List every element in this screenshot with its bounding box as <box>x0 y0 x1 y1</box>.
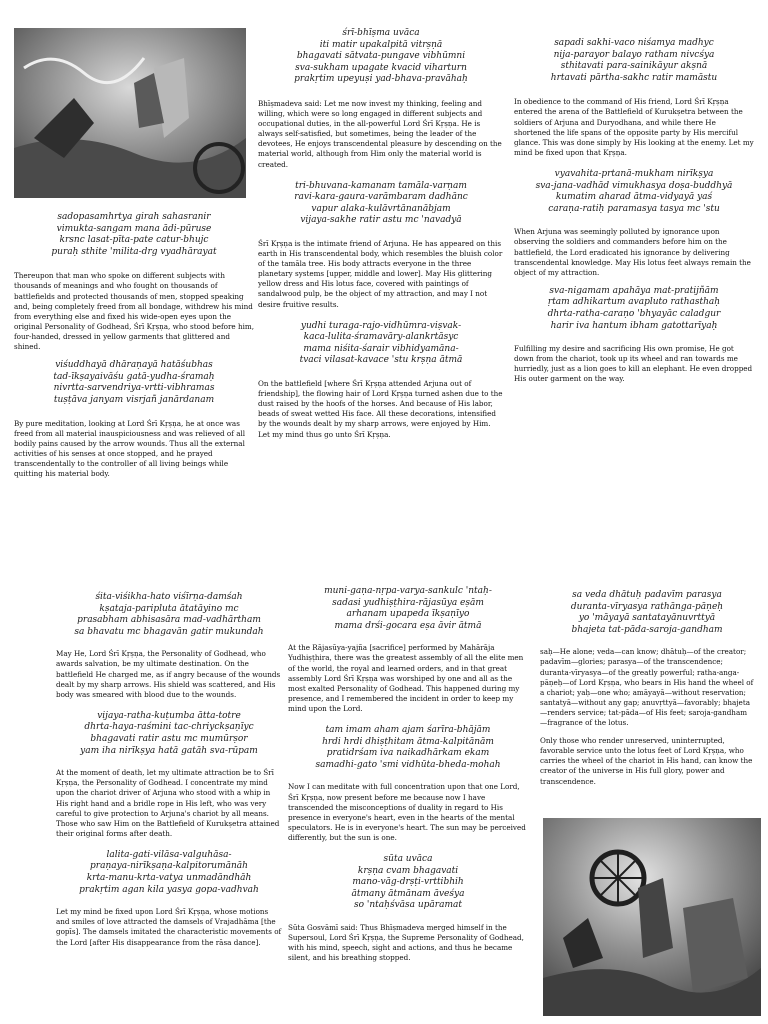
bottom-middle-column <box>288 586 528 963</box>
painting-chariot-battle <box>14 28 246 198</box>
verse-sva-nigamam: sva-nigamam apahāya mat-pratijñām ṛtam adhikartum avapluto rathasthaḥ dhrta-ratha-caraṇo 'bhyayāc caladgur harir iva hantum ibham gatottarīyaḥ <box>547 285 721 331</box>
top-right-column <box>514 38 754 385</box>
purport-battlefield: On the battlefield [where Śrī Kṛṣṇa attended Arjuna out of friendship], the flowing hair of Lord Kṛṣṇa turned ashen due to the dust raised by the hoofs of the horses. And because of His labor, beads of sweat wetted His face. All these decorations, intensified by the wounds dealt by my sharp arrows, were enjoyed by Him. Let my mind thus go unto Śrī Kṛṣṇa. <box>258 379 503 439</box>
chariot-wheel-painting-icon <box>543 818 761 1016</box>
verse-sita-visikha: śita-viśikha-hato viśīrṇa-damśah kṣataja-pariplutа ātatāyino mc prasabham abhisasāra mad-vadhārtham sa bhavatu mc bhagavān gatir mukundah <box>74 592 264 637</box>
painting-krishna-wheel <box>543 818 761 1016</box>
top-left-column <box>14 212 254 479</box>
verse-tam-imam: tam imam aham ajam śarīra-bhājām hrdi hrdi dhiṣṭhitam ātma-kalpitānām pratidrśam iva naikadhārkam ekam samadhi-gato 'smi vidhūta-bheda-mohah <box>315 725 501 770</box>
verse-tri-bhuvana: tri-bhuvana-kamanam tamāla-varṇam ravi-kara-gaura-varāmbaram dadhānc vapur alaka-kulāvrtānanābjam vijaya-sakhe ratir astu mc 'navadyā <box>294 180 468 226</box>
purport-moment-of-death: At the moment of death, let my ultimate attraction be to Śrī Kṛṣṇa, the Personality of Godhead. I concentrate my mind upon the chariot driver of Arjuna who stood with a whip in His right hand and a bridle rope in His left, who was very careful to give protection to Arjuna's chariot by all means. Those who saw Him on the Battlefield of Kurukṣetra attained their original forms after death. <box>56 768 280 838</box>
purport-when-arjuna: When Arjuna was seemingly polluted by ignorance upon observing the soldiers and commanders before him on the battlefield, the Lord eradicated his ignorance by delivering transcendental knowledge. May His lotus feet always remain the object of my attraction. <box>514 227 751 277</box>
verse-yudhi-turaga: yudhi turaga-rajo-vidhūmra-viṣvak- kaca-lulita-śramavāry-alankrtāsyc mama niśita-śarair vibhidyamāna- tvaci vilasat-kavace 'stu krṣṇa ātmā <box>299 320 463 366</box>
verse-lalita-gati: lalita-gati-vilāsa-valguhāsa- praṇaya-nirīkṣaṇa-kalpitorumānāh krta-manu-krta-vatya unmadāndhāh prakṛtim agan kila yasya gopa-vadhvah <box>79 849 259 895</box>
purport-in-obedience: In obedience to the command of His friend, Lord Śrī Kṛṣṇa entered the arena of the Battlefield of Kurukṣetra between the soldiers of Arjuna and Duryodhana, and while there He shortened the life spans of the opposite party by His merciful glance. This was done simply by His looking at the enemy. Let my mind be fixed upon that Kṛṣṇa. <box>514 97 754 157</box>
verse-vijaya-ratha: vijaya-ratha-kuṭumba ātta-totre dhrta-haya-raśmini tac-chriyckṣaṇīyc bhagavati ratir astu mc mumūrṣor yam iha nirīkṣya hatā gatāh sva-rūpam <box>80 710 258 756</box>
purport-suta-gosvami: Sūta Gosvāmī said: Thus Bhīṣmadeva merged himself in the Supersoul, Lord Śrī Kṛṣṇa, the Supreme Personality of Godhead, with his mind, speech, sight and actions, and thus he became silent, and his breathing stopped. <box>288 922 524 963</box>
purport-only-those: Only those who render unreserved, uninterrupted, favorable service unto the lotus feet of Lord Kṛṣṇa, who carries the wheel of the chariot in His hand, can know the creator of the universe in His full glory, power and transcendence. <box>540 736 753 786</box>
purport-let-my-mind: Let my mind be fixed upon Lord Śrī Kṛṣṇa, whose motions and smiles of love attracted the damsels of Vrajadhāma [the gopīs]. The damsels imitated the characteristic movements of the Lord [after His disappearance from the rāsa dance]. <box>56 907 282 947</box>
purport-pure-meditation: By pure meditation, looking at Lord Śrī Kṛṣṇa, he at once was freed from all material inauspiciousness and was relieved of all bodily pains caused by the arrow wounds. Thus all the external activities of his senses at once stopped, and he prayed transcendentally to the controller of all living beings while quitting his material body. <box>14 418 246 478</box>
verse-bhisma-uvaca: śrī-bhīṣma uvāca iti matir upakalpitā vitrṣṇā bhagavati sātvata-pungave vibhūmni sva-sukham upagate kvacid viharturn prakṛtim upeyuṣi yad-bhava-pravāhaḥ <box>294 28 468 85</box>
purport-bhismadeva-said: Bhīṣmadeva said: Let me now invest my thinking, feeling and willing, which were so long engaged in different subjects and occupational duties, in the all-powerful Lord Śrī Kṛṣṇa. He is always self-satisfied, but sometimes, being the leader of the devotees, He enjoys transcendental pleasure by descending on the material world, although from Him only the material world is created. <box>258 98 502 169</box>
purport-now-i-can: Now I can meditate with full concentration upon that one Lord, Śrī Kṛṣṇa, now present before me because now I have transcended the misconceptions of duality in regard to His presence in everyone's heart, even in the hearts of the mental speculators. He is in everyone's heart. The sun may be perceived differently, but the sun is one. <box>288 782 526 842</box>
purport-may-he: May He, Lord Śrī Kṛṣṇa, the Personality of Godhead, who awards salvation, be my ultimate destination. On the battlefield He charged me, as if angry because of the wounds dealt by my sharp arrows. His shield was scattered, and His body was smeared with blood due to the wounds. <box>56 649 281 699</box>
purport-thereupon: Thereupon that man who spoke on different subjects with thousands of meanings and who fought on thousands of battlefields and protected thousands of men, stopped speaking and, being completely freed from all bondage, withdrew his mind from everything else and fixed his wide-open eyes upon the original Personality of Godhead, Śrī Kṛṣṇa, who stood before him, four-handed, dressed in yellow garments that glittered and shined. <box>14 271 254 352</box>
verse-vyavahita: vyavahita-prtanā-mukham nirīkṣya sva-jana-vadhād vimukhasya doṣa-buddhyā kumatim aharad ātma-vidyayā yaś caraṇa-ratiḥ paramasya tasya mc 'stu <box>535 168 733 214</box>
verse-sapadi-sakhi: sapadi sakhi-vaco niśamya madhyc nija-parayor balayo ratham nivcśya sthitavati para-sainikāyur akṣnā hrtavati pārtha-sakhc ratir mamāstu <box>550 38 718 83</box>
verse-sa-veda: sa veda dhātuḥ padavīm parasya duranta-vīryasya rathānga-pāṇeḥ yo 'māyayā santatayānuvrttyā bhajeta tat-pāda-saroja-gandham <box>570 590 724 635</box>
bottom-left-column <box>56 592 282 948</box>
purport-rajasuya: At the Rājasūya-yajña [sacrifice] performed by Mahārāja Yudhiṣṭhira, there was the greatest assembly of all the elite men of the world, the royal and learned orders, and in that great assembly Lord Śrī Kṛṣṇa was worshiped by one and all as the most exalted Personality of Godhead. This happened during my presence, and I remembered the incident in order to keep my mind upon the Lord. <box>288 643 524 713</box>
chariot-painting-icon <box>14 28 246 198</box>
verse-sadopasamhrtya: sadopasamhrtya girah sahasranir vimukta-sangam mana ādi-pūruse krsnc lasat-pīta-pate catur-bhujc puraḥ sthite 'milita-drg vyadhārayat <box>51 212 217 257</box>
verse-suta-uvaca: sūta uvāca krṣṇa cvam bhagavati mano-vāg-drṣṭi-vrttibhih ātmany ātmānam āveśya so 'ntaḥśvāsa upāramat <box>351 853 465 911</box>
bottom-right-column <box>540 590 754 787</box>
word-meanings: saḥ—He alone; veda—can know; dhātuḥ—of the creator; padavīm—glories; parasya—of the transcendence; duranta-vīryasya—of the greatly powerful; ratha-anga-pāṇeḥ—of Lord Kṛṣṇa, who bears in His hand the wheel of a chariot; yaḥ—one who; amāyayā—without reservation; santatyā—without any gap; anuvṛttyā—favorably; bhajeta—renders service; tat-pāda—of His feet; saroja-gandham—fragrance of the lotus. <box>540 647 754 728</box>
purport-intimate-friend: Śrī Kṛṣṇa is the intimate friend of Arjuna. He has appeared on this earth in His transcendental body, which resembles the bluish color of the tamāla tree. His body attracts everyone in the three planetary systems [upper, middle and lower]. May His glittering yellow dress and His lotus face, covered with paintings of sandalwood pulp, be the object of my attraction, and may I not desire fruitive results. <box>258 239 503 309</box>
top-middle-column <box>258 28 504 440</box>
purport-fulfilling: Fulfilling my desire and sacrificing His own promise, He got down from the chariot, took up its wheel and ran towards me hurriedly, just as a lion goes to kill an elephant. He even dropped His outer garment on the way. <box>514 344 753 384</box>
verse-visuddhaya: viśuddhayā dhāraṇayā hatāśubhas tad-īkṣayaivāśu gatā-yudha-śramaḥ nivrtta-sarvendriya-vrtti-vibhramas tuṣṭāva janyam visrjañ janārdanam <box>53 360 215 405</box>
verse-muni-gana: muni-gaṇa-nṛpa-varya-sankulc 'ntaḥ- sadasi yudhiṣṭhira-rājasūya eṣām arhanam upapeda īkṣaṇīyo mama drśi-gocara eṣa āvir ātmā <box>324 586 492 631</box>
